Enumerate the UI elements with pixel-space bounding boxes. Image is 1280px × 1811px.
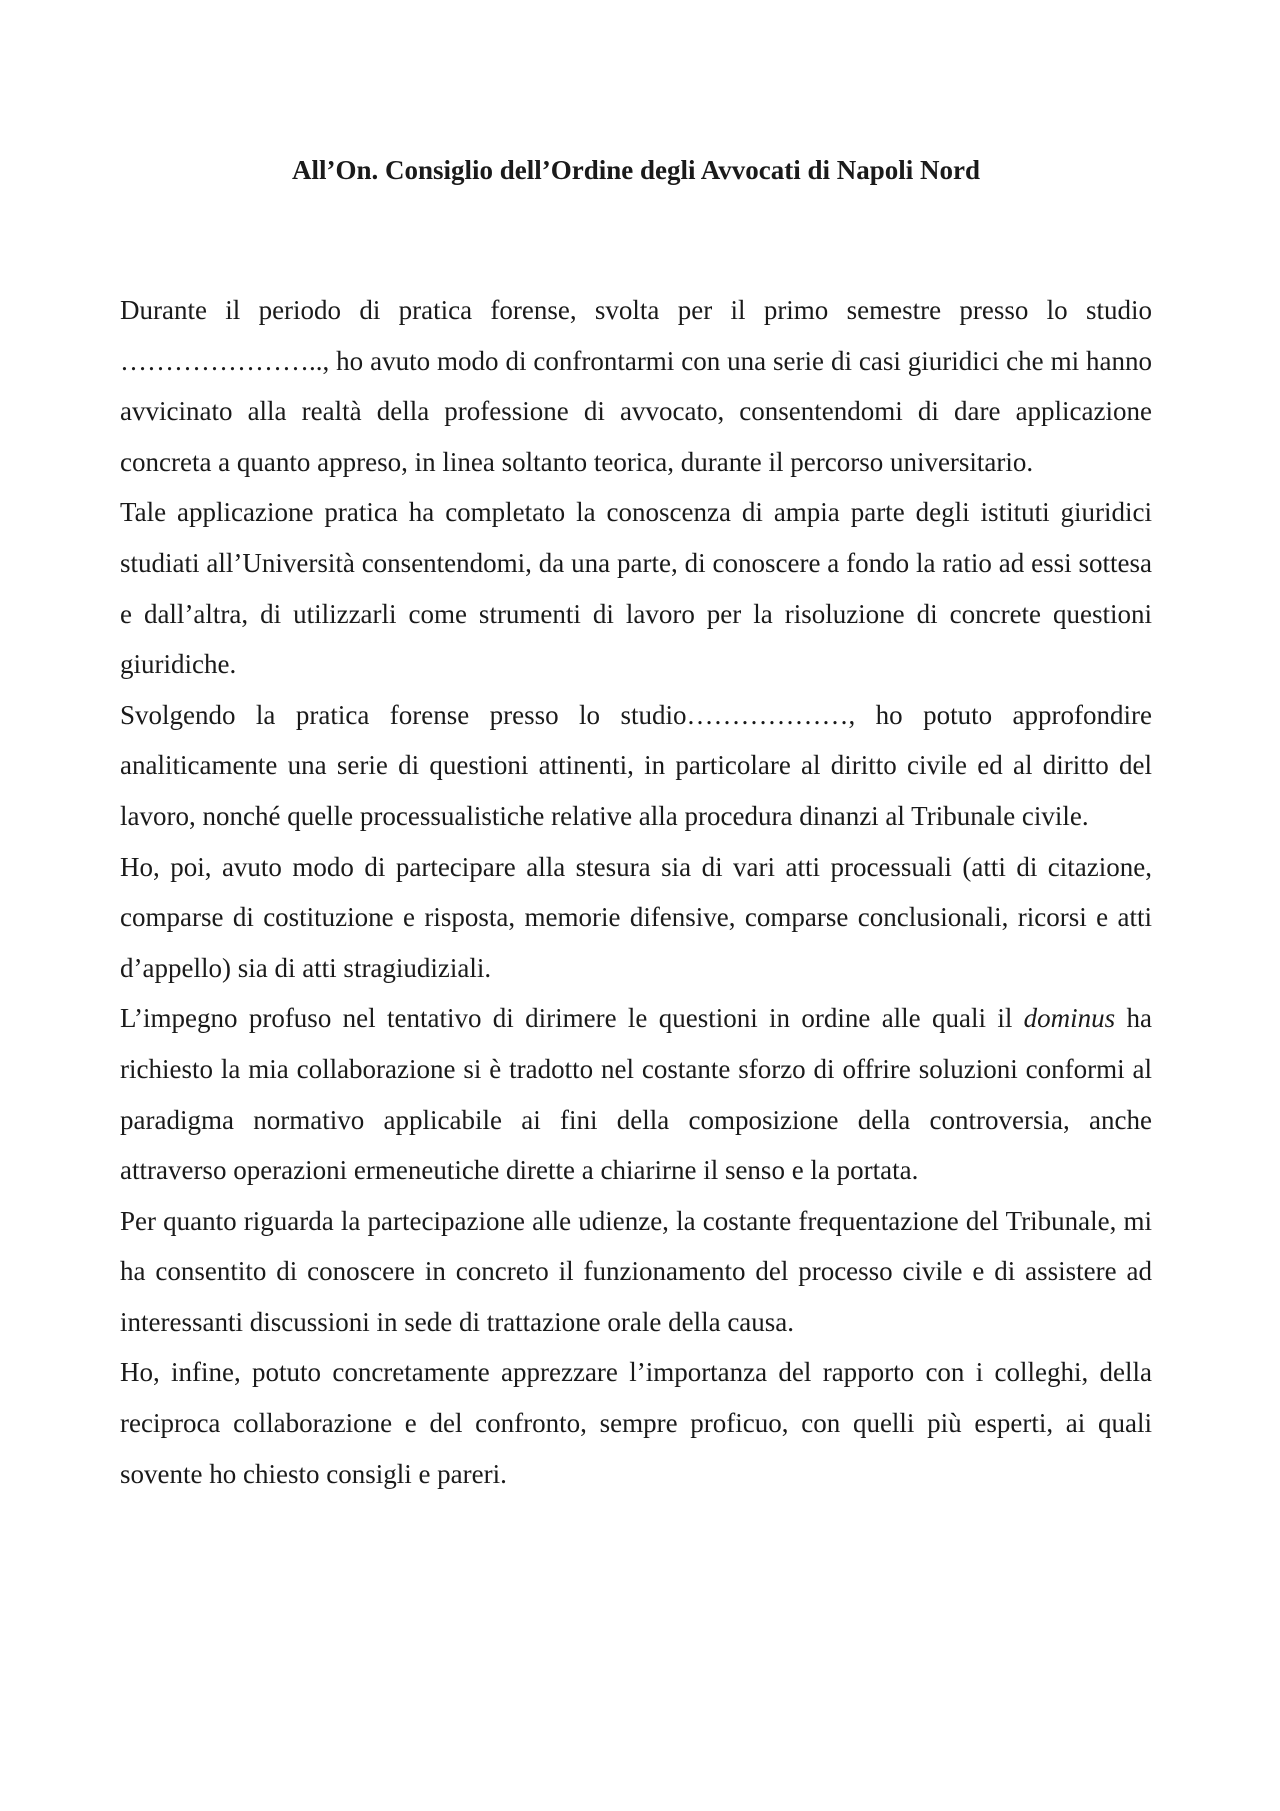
paragraph-4: Ho, poi, avuto modo di partecipare alla stesura sia di vari atti processuali (atti di citazione, comparse di costituzione e risposta, memorie difensive, comparse conclusionali, ricorsi e atti d’appello) sia di atti stragiudiziali. [120, 851, 1152, 983]
paragraph-2: Tale applicazione pratica ha completato la conoscenza di ampia parte degli istituti giuridici studiati all’Università consentendomi, da una parte, di conoscere a fondo la ratio ad essi sottesa e dall’altra, di utilizzarli come strumenti di lavoro per la risoluzione di concrete questioni giuridiche. [120, 497, 1152, 680]
paragraph-1: Durante il periodo di pratica forense, svolta per il primo semestre presso lo studio ………………….., ho avuto modo di confrontarmi con una serie di casi giuridici che mi hanno avvicinato alla realtà della professione di avvocato, consentendomi di dare applicazione concreta a quanto appreso, in linea soltanto teorica, durante il percorso universitario. [120, 295, 1152, 477]
paragraph-7: Ho, infine, potuto concretamente apprezzare l’importanza del rapporto con i colleghi, della reciproca collaborazione e del confronto, sempre proficuo, con quelli più esperti, ai quali sovente ho chiesto consigli e pareri. [120, 1357, 1152, 1489]
paragraph-5-intro: L’impegno profuso nel tentativo di dirimere le questioni in ordine alle quali il [120, 1003, 1024, 1034]
dominus-term: dominus [1023, 1003, 1116, 1034]
paragraph-6: Per quanto riguarda la partecipazione alle udienze, la costante frequentazione del Tribunale, mi ha consentito di conoscere in concreto il funzionamento del processo civile e di assistere ad interessanti discussioni in sede di trattazione orale della causa. [120, 1205, 1152, 1337]
document-title: All’On. Consiglio dell’Ordine degli Avvocati di Napoli Nord [291, 155, 981, 185]
paragraph-5 [120, 993, 1152, 1195]
paragraph-3: Svolgendo la pratica forense presso lo studio………………, ho potuto approfondire analiticamente una serie di questioni attinenti, in particolare al diritto civile ed al diritto del lavoro, nonché quelle processualistiche relative alla procedura dinanzi al Tribunale civile. [120, 699, 1152, 831]
paragraph-5-rest: ha richiesto la mia collaborazione si è tradotto nel costante sforzo di offrire soluzioni conformi al paradigma normativo applicabile ai fini della composizione della controversia, anche attraverso operazioni ermeneutiche dirette a chiarirne il senso e la portata. [120, 1003, 1152, 1186]
document-body [120, 285, 1152, 1499]
